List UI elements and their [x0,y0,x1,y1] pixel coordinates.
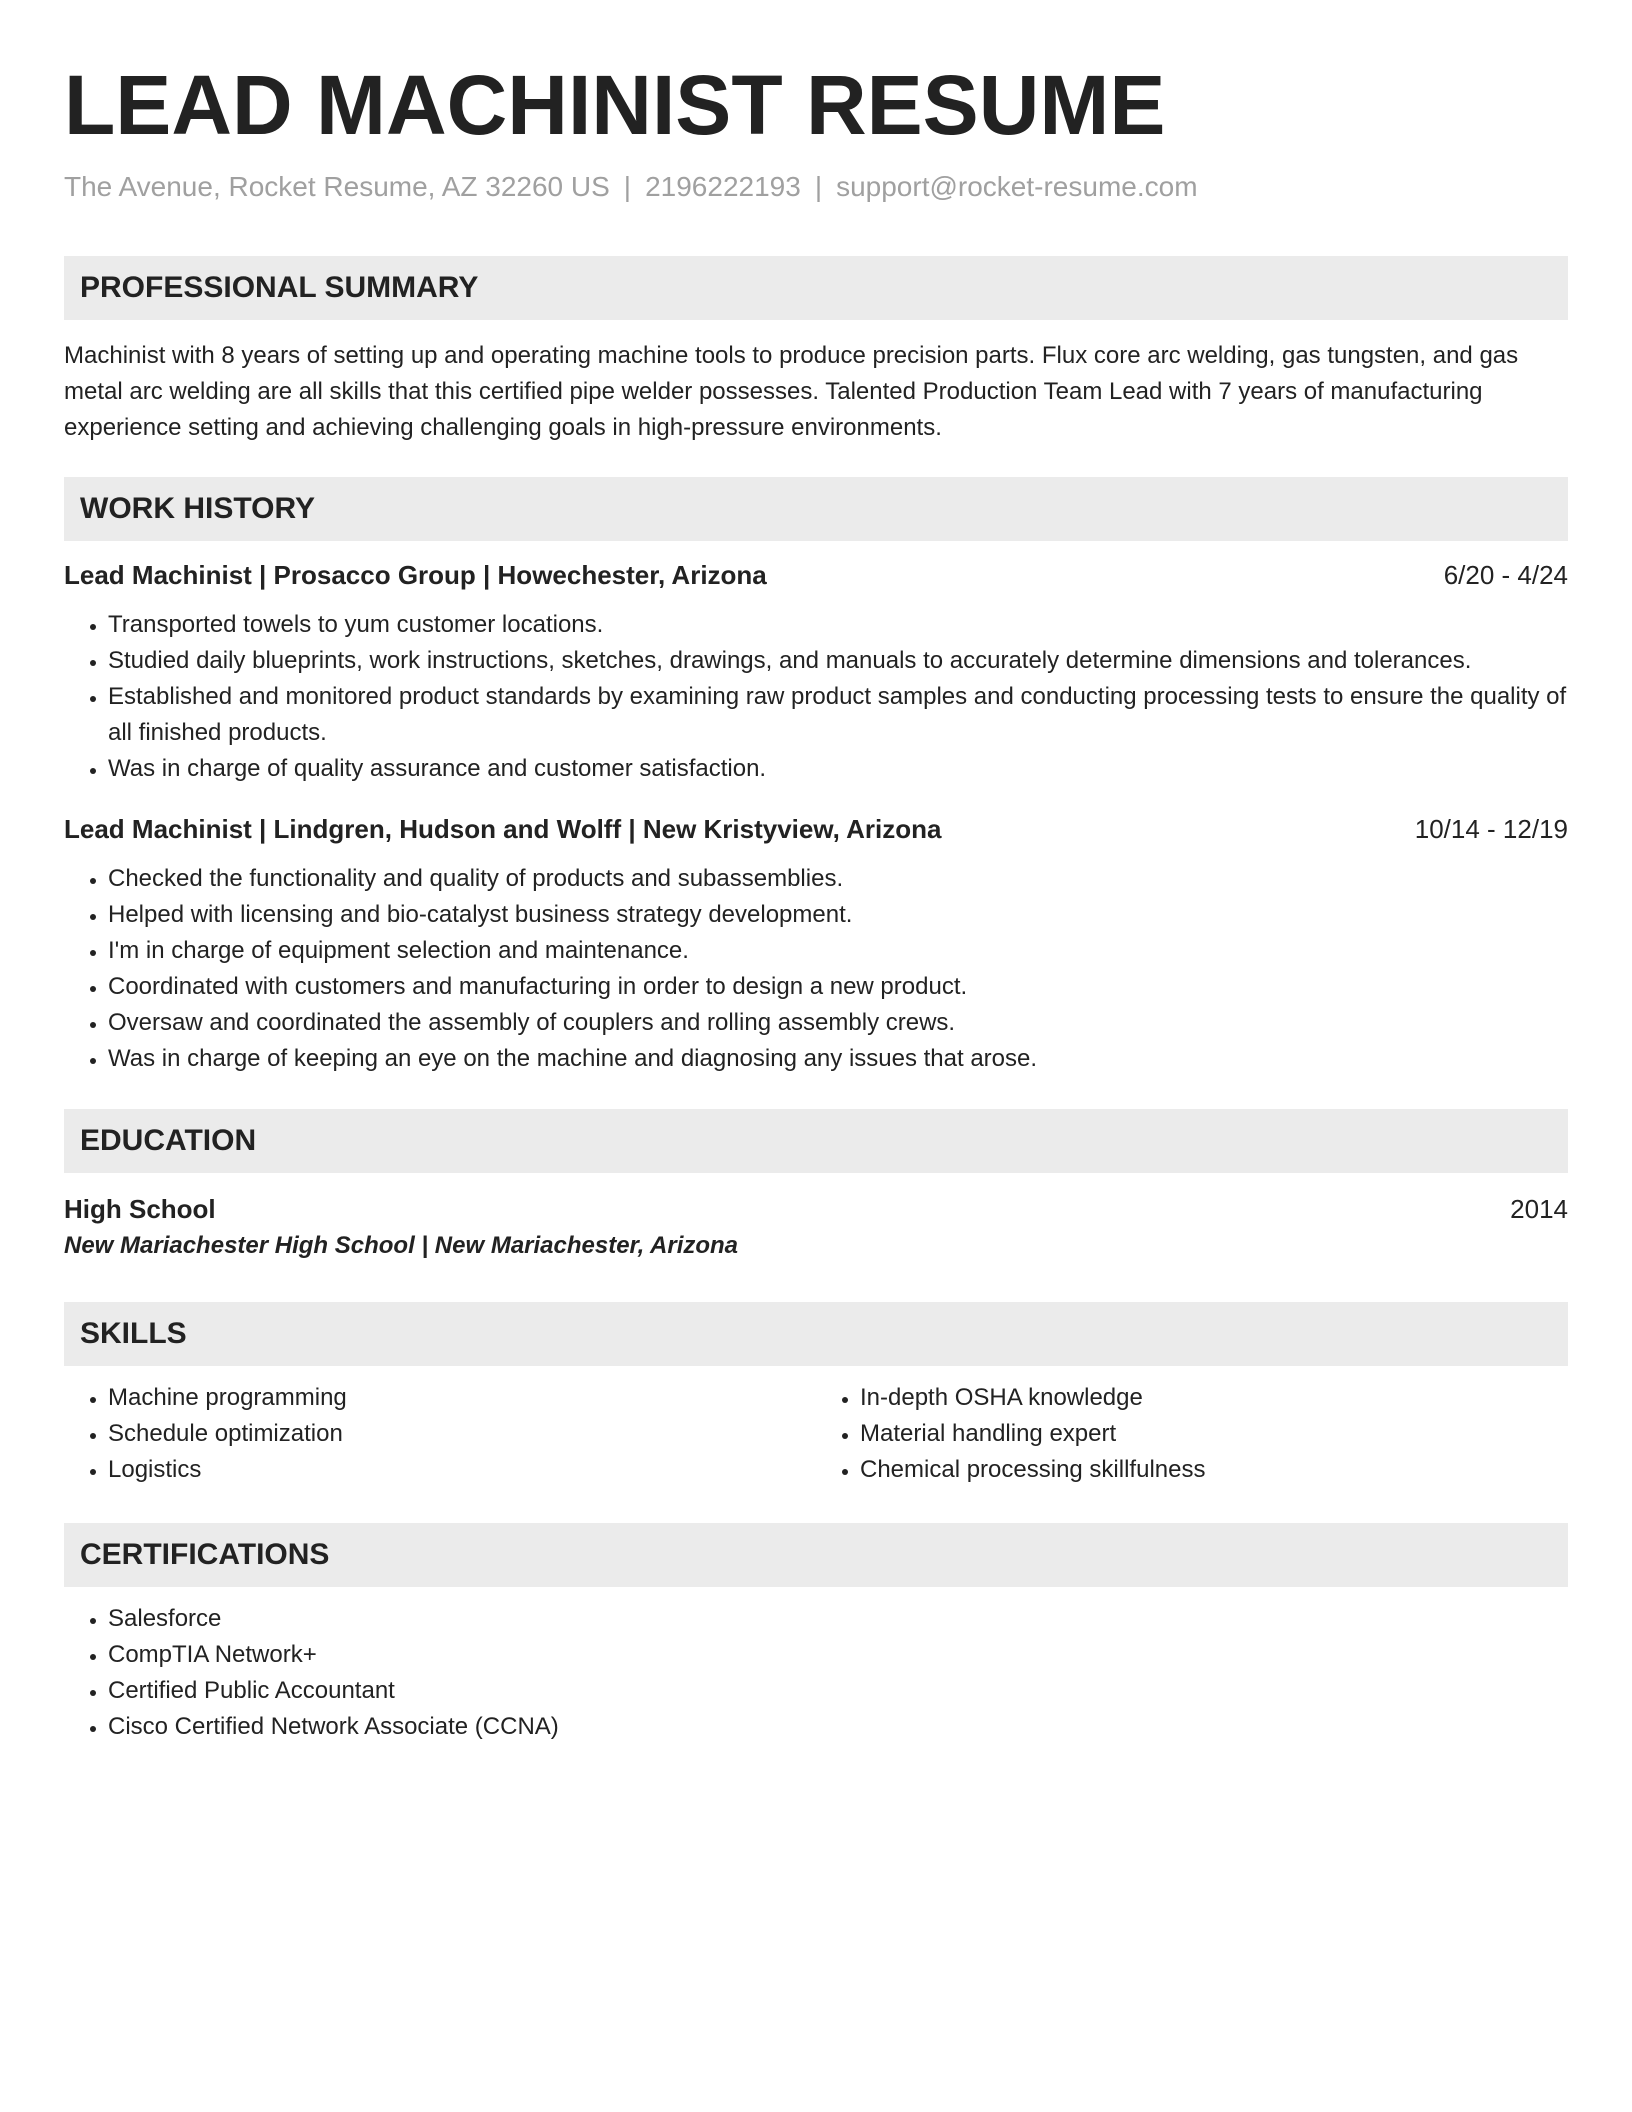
education-entry-header [64,1191,1568,1227]
job-bullet-list [64,607,1568,787]
job-dates: 6/20 - 4/24 [1443,560,1568,590]
skills-column-left [64,1380,816,1488]
list-item: • Chemical processing skillfulness [860,1452,1568,1488]
certifications-list [64,1601,1568,1745]
job-title: Lead Machinist | Prosacco Group | Howechester, Arizona [64,560,767,590]
education-degree: High School [64,1194,216,1224]
section-header-skills: SKILLS [64,1302,1568,1366]
job-entry-header [64,557,1568,593]
job-title: Lead Machinist | Lindgren, Hudson and Wolff | New Kristyview, Arizona [64,814,942,844]
job-dates: 10/14 - 12/19 [1414,814,1568,844]
list-item: • Logistics [108,1452,816,1488]
contact-separator: | [814,171,823,202]
contact-address: The Avenue, Rocket Resume, AZ 32260 US [64,171,610,202]
list-item: • Schedule optimization [108,1416,816,1452]
list-item: • Was in charge of quality assurance and customer satisfaction. [108,751,1568,787]
list-item: • Machine programming [108,1380,816,1416]
contact-phone: 2196222193 [645,171,801,202]
list-item: • Helped with licensing and bio-catalyst business strategy development. [108,897,1568,933]
skills-column-right [816,1380,1568,1488]
list-item: • Transported towels to yum customer locations. [108,607,1568,643]
section-header-summary: PROFESSIONAL SUMMARY [64,256,1568,320]
resume-title: LEAD MACHINIST RESUME [64,58,1166,152]
list-item: • Checked the functionality and quality of products and subassemblies. [108,861,1568,897]
list-item: • Coordinated with customers and manufacturing in order to design a new product. [108,969,1568,1005]
contact-line [64,169,1568,205]
list-item: • Certified Public Accountant [108,1673,1568,1709]
section-header-certifications: CERTIFICATIONS [64,1523,1568,1587]
contact-separator: | [623,171,632,202]
list-item: • In-depth OSHA knowledge [860,1380,1568,1416]
list-item: • Cisco Certified Network Associate (CCNA) [108,1709,1568,1745]
skills-grid [64,1380,1568,1488]
section-header-work-history: WORK HISTORY [64,477,1568,541]
list-item: • Material handling expert [860,1416,1568,1452]
list-item: • CompTIA Network+ [108,1637,1568,1673]
list-item: • Studied daily blueprints, work instructions, sketches, drawings, and manuals to accurately determine dimensions and tolerances. [108,643,1568,679]
education-year: 2014 [1510,1194,1568,1224]
list-item: • Oversaw and coordinated the assembly of couplers and rolling assembly crews. [108,1005,1568,1041]
education-school: New Mariachester High School | New Mariachester, Arizona [64,1232,739,1259]
section-header-education: EDUCATION [64,1109,1568,1173]
list-item: • Was in charge of keeping an eye on the machine and diagnosing any issues that arose. [108,1041,1568,1077]
job-entry-header [64,811,1568,847]
job-bullet-list [64,861,1568,1077]
list-item: • I'm in charge of equipment selection and maintenance. [108,933,1568,969]
summary-text: Machinist with 8 years of setting up and operating machine tools to produce precision parts. Flux core arc welding, gas tungsten, and gas metal arc welding are all skills that this certified pipe welder possesses. Talented Production Team Lead with 7 years of manufacturing experience setting and achieving challenging goals in high-pressure environments. [64,342,1519,441]
list-item: • Established and monitored product standards by examining raw product samples and conducting processing tests to ensure the quality of all finished products. [108,679,1568,751]
contact-email: support@rocket-resume.com [836,171,1198,202]
list-item: • Salesforce [108,1601,1568,1637]
